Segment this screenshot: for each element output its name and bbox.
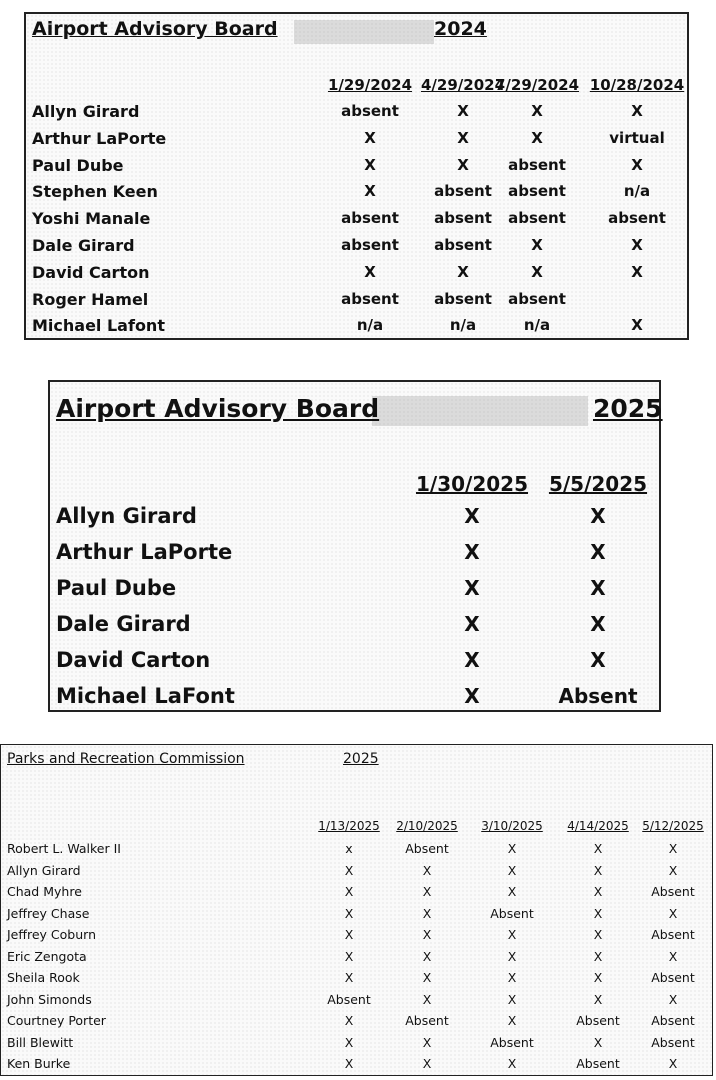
- title-shading: [372, 396, 588, 426]
- attendance-cell: Absent: [405, 841, 449, 856]
- attendance-cell: X: [593, 841, 603, 856]
- member-name: Arthur LaPorte: [56, 540, 233, 564]
- attendance-cell: X: [344, 1034, 354, 1050]
- attendance-cell: X: [422, 1056, 432, 1071]
- column-header: 1/29/2024: [327, 76, 413, 94]
- attendance-cell: X: [344, 862, 354, 878]
- attendance-cell: X: [422, 862, 432, 878]
- attendance-cell: X: [344, 948, 354, 964]
- attendance-cell: X: [344, 927, 354, 942]
- attendance-cell: virtual: [609, 128, 665, 147]
- attendance-cell: X: [464, 612, 480, 636]
- member-name: Robert L. Walker II: [7, 841, 121, 856]
- attendance-cell: X: [422, 970, 432, 985]
- attendance-cell: X: [457, 155, 469, 174]
- member-name: Michael Lafont: [32, 316, 165, 336]
- attendance-cell: X: [593, 948, 603, 964]
- attendance-cell: X: [668, 948, 678, 964]
- attendance-cell: X: [364, 262, 376, 281]
- attendance-cell: X: [344, 1013, 354, 1028]
- attendance-cell: Absent: [651, 884, 695, 899]
- attendance-cell: Absent: [490, 1034, 534, 1050]
- attendance-cell: Absent: [576, 1013, 620, 1028]
- attendance-cell: X: [593, 991, 603, 1007]
- attendance-cell: X: [590, 612, 606, 636]
- attendance-cell: absent: [341, 289, 399, 308]
- attendance-cell: n/a: [523, 316, 551, 335]
- table-year: 2025: [343, 751, 379, 767]
- attendance-cell: X: [422, 948, 432, 964]
- attendance-cell: X: [531, 102, 543, 120]
- attendance-cell: X: [668, 841, 678, 856]
- member-name: Sheila Rook: [7, 970, 80, 985]
- member-name: Michael LaFont: [56, 684, 235, 708]
- member-name: Paul Dube: [56, 576, 177, 600]
- attendance-cell: absent: [341, 102, 399, 120]
- attendance-cell: Absent: [576, 1056, 620, 1071]
- member-name: Paul Dube: [32, 155, 124, 175]
- attendance-cell: X: [593, 862, 603, 878]
- attendance-cell: absent: [508, 209, 566, 228]
- attendance-cell: X: [422, 884, 432, 899]
- attendance-cell: X: [590, 504, 606, 528]
- member-name: David Carton: [56, 648, 211, 672]
- attendance-cell: X: [507, 1013, 517, 1028]
- attendance-cell: X: [631, 262, 643, 281]
- member-name: Allyn Girard: [7, 862, 81, 878]
- attendance-cell: X: [668, 991, 678, 1007]
- attendance-cell: Absent: [651, 1013, 695, 1028]
- attendance-cell: X: [364, 155, 376, 174]
- airport-board-2024-table: [24, 12, 689, 340]
- attendance-cell: X: [531, 128, 543, 147]
- attendance-cell: Absent: [327, 991, 371, 1007]
- member-name: Dale Girard: [56, 612, 191, 636]
- attendance-cell: X: [507, 948, 517, 964]
- column-header: 2/10/2025: [396, 819, 458, 833]
- member-name: Allyn Girard: [56, 504, 197, 528]
- table-year: 2024: [434, 18, 487, 40]
- airport-board-2025-table: [48, 380, 661, 712]
- attendance-cell: absent: [508, 182, 566, 201]
- member-name: Eric Zengota: [7, 948, 87, 964]
- attendance-cell: X: [507, 1056, 517, 1071]
- attendance-cell: X: [457, 102, 469, 120]
- attendance-cell: X: [457, 128, 469, 147]
- attendance-cell: X: [364, 128, 376, 147]
- attendance-cell: absent: [434, 182, 492, 201]
- member-name: Courtney Porter: [7, 1013, 106, 1028]
- attendance-cell: X: [464, 540, 480, 564]
- attendance-cell: X: [531, 236, 543, 254]
- member-name: Jeffrey Coburn: [7, 927, 96, 942]
- attendance-cell: absent: [508, 155, 566, 174]
- attendance-cell: X: [593, 905, 603, 921]
- attendance-cell: absent: [508, 289, 566, 308]
- column-header: 7/29/2024: [494, 76, 580, 94]
- attendance-cell: X: [422, 927, 432, 942]
- attendance-cell: Absent: [405, 1013, 449, 1028]
- column-header: 4/14/2025: [567, 819, 629, 833]
- column-header: 4/29/2024: [420, 76, 506, 94]
- member-name: John Simonds: [7, 991, 92, 1007]
- attendance-cell: X: [668, 862, 678, 878]
- attendance-cell: Absent: [651, 927, 695, 942]
- member-name: Jeffrey Chase: [7, 905, 90, 921]
- attendance-cell: X: [464, 684, 480, 708]
- attendance-cell: X: [593, 1034, 603, 1050]
- attendance-cell: Absent: [558, 684, 638, 708]
- attendance-cell: X: [631, 155, 643, 174]
- attendance-cell: X: [344, 884, 354, 899]
- title-shading: [294, 20, 434, 44]
- attendance-cell: X: [593, 884, 603, 899]
- attendance-cell: absent: [434, 209, 492, 228]
- member-name: Roger Hamel: [32, 289, 149, 309]
- attendance-cell: X: [507, 927, 517, 942]
- attendance-cell: X: [593, 970, 603, 985]
- attendance-cell: X: [457, 262, 469, 281]
- attendance-cell: X: [507, 841, 517, 856]
- attendance-cell: X: [422, 905, 432, 921]
- column-header: 1/30/2025: [415, 472, 529, 496]
- column-header: 5/12/2025: [642, 819, 704, 833]
- member-name: Bill Blewitt: [7, 1034, 74, 1050]
- attendance-cell: X: [344, 1056, 354, 1071]
- attendance-cell: absent: [434, 289, 492, 308]
- attendance-cell: X: [668, 905, 678, 921]
- attendance-cell: X: [422, 1034, 432, 1050]
- attendance-cell: X: [464, 504, 480, 528]
- attendance-cell: absent: [434, 236, 492, 254]
- attendance-cell: X: [507, 884, 517, 899]
- column-header: 5/5/2025: [548, 472, 648, 496]
- attendance-cell: X: [344, 905, 354, 921]
- column-header: 10/28/2024: [589, 76, 685, 94]
- column-header: 1/13/2025: [318, 819, 380, 833]
- attendance-cell: n/a: [623, 182, 651, 201]
- attendance-cell: X: [422, 991, 432, 1007]
- attendance-cell: X: [668, 1056, 678, 1071]
- table-title: Airport Advisory Board: [32, 18, 278, 40]
- column-header: 3/10/2025: [481, 819, 543, 833]
- attendance-cell: X: [590, 540, 606, 564]
- table-title: Airport Advisory Board: [56, 394, 380, 423]
- table-title: Parks and Recreation Commission: [7, 751, 245, 767]
- attendance-cell: X: [631, 236, 643, 254]
- member-name: Allyn Girard: [32, 102, 140, 121]
- attendance-cell: X: [593, 927, 603, 942]
- member-name: Ken Burke: [7, 1056, 71, 1071]
- member-name: Stephen Keen: [32, 182, 158, 202]
- member-name: Chad Myhre: [7, 884, 82, 899]
- member-name: Arthur LaPorte: [32, 128, 167, 148]
- attendance-cell: X: [464, 648, 480, 672]
- attendance-cell: X: [344, 970, 354, 985]
- attendance-cell: x: [345, 841, 353, 856]
- table-year: 2025: [593, 394, 663, 423]
- attendance-cell: n/a: [449, 316, 477, 335]
- attendance-cell: absent: [608, 209, 666, 228]
- member-name: Dale Girard: [32, 236, 135, 255]
- attendance-cell: X: [464, 576, 480, 600]
- attendance-cell: X: [631, 102, 643, 120]
- attendance-cell: X: [507, 991, 517, 1007]
- attendance-cell: X: [364, 182, 376, 201]
- parks-recreation-2025-table: [0, 744, 713, 1076]
- attendance-cell: X: [507, 970, 517, 985]
- attendance-cell: absent: [341, 236, 399, 254]
- attendance-cell: X: [531, 262, 543, 281]
- attendance-cell: X: [590, 576, 606, 600]
- member-name: David Carton: [32, 262, 150, 282]
- attendance-cell: n/a: [356, 316, 384, 335]
- attendance-cell: Absent: [651, 970, 695, 985]
- attendance-cell: Absent: [651, 1034, 695, 1050]
- attendance-cell: X: [507, 862, 517, 878]
- member-name: Yoshi Manale: [32, 209, 151, 229]
- attendance-cell: Absent: [490, 905, 534, 921]
- attendance-cell: absent: [341, 209, 399, 228]
- attendance-cell: X: [631, 316, 643, 335]
- attendance-cell: X: [590, 648, 606, 672]
